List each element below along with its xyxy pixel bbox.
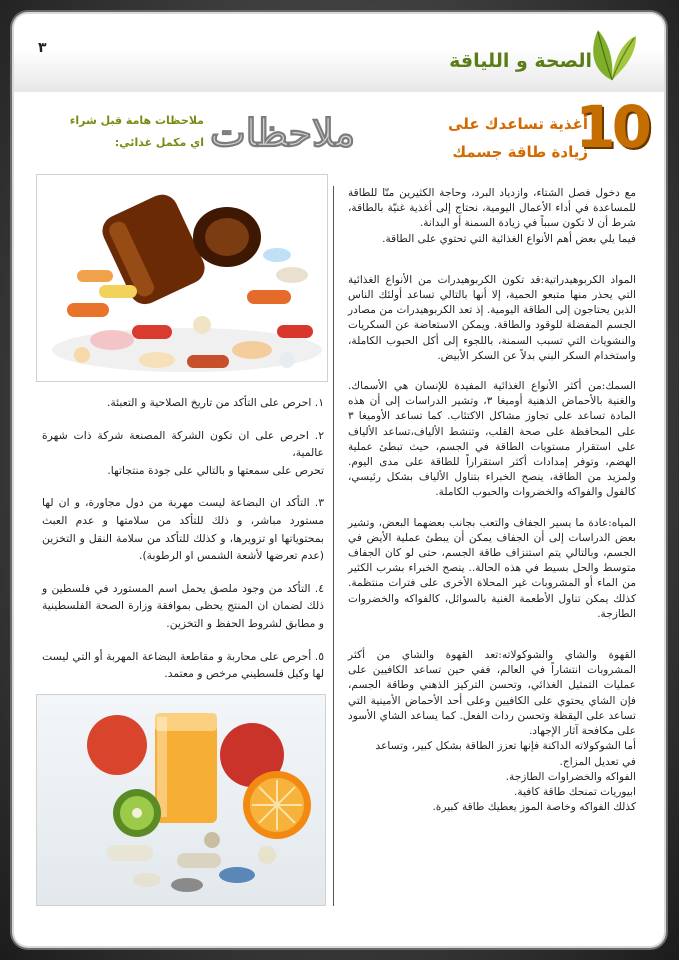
pills-image: [36, 174, 328, 382]
leaf-logo-icon: [584, 22, 640, 84]
article-title: [448, 110, 588, 166]
article-intro: مع دخول فصل الشتاء، وازدياد البرد، وحاجة الكثيرين منّا للطاقة للمساعدة في أداء الأعمال اليومية، نحتاج إلى أغذية غنيّة بالطاقة، شرط أن لا تكون سبباً في زيادة السمنة أو البدانة.: [348, 187, 636, 230]
article-banana: كذلك الفواكه وخاصة الموز يعطيك طاقة كبيرة.: [432, 801, 636, 814]
article-water: المياه:عادة ما يسير الجفاف والتعب بجانب بعضهما البعض، وتشير بعض الدراسات إلى أن الجفاف يمكن أن يبطئ عملية الأيض في الجسم، وبالتالي يتم استنزاف طاقة الجسم، حتى لو كان الجفاف متوسط والحل بسيط في هذه الحالة.. ينصح الخبراء بشرب الكثير من الماء أو المشروبات غير المحلاة الأخرى على فترات منتظمة. كذلك يمكن تناول الأطعمة الغنية بالسوائل، كالفواكه والخضروات الطازجة.: [348, 516, 636, 620]
article-fresh-produce: الفواكه والخضراوات الطازجة.: [505, 770, 636, 783]
notes-logo: ملاحظات: [210, 110, 356, 155]
article-fish: السمك:من أكثر الأنواع الغذائية المفيدة للإنسان هي الأسماك. والغنية بالأحماض الذهنية أوميغا ٣، وتشير الدراسات إلى أن هذه المادة تساعد على تجاوز مشاكل الاكتئاب. كما تساعد الأوميغا ٣ على المحافظة على صحة القلب، وتنشط الألياف،تساعد الألياف على استقرار مستويات الطاقة في الجسم، حيث تبطئ عملية الهضم، وتوفر إمدادات أكثر استقراراً للطاقة على مدى اليوم. ولمزيد من الطاقة، ينصح الخبراء بتناول الألياف بشكل رئيسي، كالفول والفواكه والخضروات والحبوب الكاملة.: [348, 380, 637, 499]
notes-list: [42, 394, 324, 683]
article-chocolate: أما الشوكولاته الداكنة فإنها تعزز الطاقة بشكل كبير، وتساعد: [375, 740, 636, 753]
title-line-2: زيادة طاقة جسمك: [452, 143, 588, 161]
article-carbohydrates: المواد الكربوهيدراتية:قد تكون الكربوهيدرات من الأنواع الغذائية التي يحذر منها متبعو الحمية، إلا أنها بالتالي تساعد أولئك الناس الذين يحتاجون إلى الطاقة اليومية. إذ تعد الكربوهيدرات من مصادر الجسم المفضلة للوقود والطاقة. ويمكن الاستعاضة عن السكريات والنشويات التي تسبب السمنة، باللجوء إلى أكل الحبوب الكاملة، واستخدام السكر البني بدلاً عن السكر الأبيض.: [348, 273, 636, 362]
notes-heading-line-1: ملاحظات هامة قبل شراء: [69, 114, 204, 127]
article-intro-2: فيما يلي بعض أهم الأنواع الغذائية التي تحتوي على الطاقة.: [382, 232, 636, 245]
article-body: [348, 186, 636, 815]
note-item-1: ١. احرص على التأكد من تاريخ الصلاحية و التعبئة.: [106, 396, 324, 409]
note-item-2: ٢. احرص على ان تكون الشركة المصنعة شركة ذات شهرة عالمية،: [42, 428, 324, 460]
notes-heading: [54, 110, 204, 154]
page-number: ٣: [38, 40, 47, 56]
title-line-1: أغذية تساعدك على: [448, 115, 588, 133]
fruit-vitamins-image: [36, 694, 326, 906]
note-item-5: ٥. أحرص على محاربة و مقاطعة البضاعة المهربة أو التي ليست لها وكيل فلسطيني مرخص و معتمد.: [42, 649, 324, 681]
article-coffee-tea: القهوة والشاي والشوكولاته:تعد القهوة والشاي من أكثر المشروبات انتشاراً في العالم، ففي حين تساعد الكافيين على عمليات التمثيل الغذائي، وتحسن التركيز الذهني وطاقة الجسم، فإن الشاي يحتوي على الكافيين وعلى أحد الأحماض الأمينية التي تساعد على اليقظة وتحسن ردات الفعل. كما يساعد الشاي الأسود على مكافحة آثار الإجهاد.: [348, 649, 636, 738]
title-number: 10: [575, 93, 648, 161]
note-item-2-continued: تحرص على سمعتها و بالتالي على جودة منتجاتها.: [107, 463, 324, 477]
note-item-4: ٤. التأكد من وجود ملصق يحمل اسم المستورد في فلسطين و ذلك لضمان ان المنتج يحظى بموافقة وزارة الصحة الفلسطينية و مطابق لشروط الحفظ و التخزين.: [42, 581, 324, 630]
section-title: الصحة و اللياقة: [449, 50, 592, 72]
column-divider: [333, 186, 334, 906]
note-item-3: ٣. التأكد ان البضاعة ليست مهربة من دول مجاورة، و ان لها مستورد مباشر، و ذلك للتأكد من سلامتها و عدم العبث بمحتوياتها او تزويرها، و كذلك للتأكد من سلامة النقل و التخزين (عدم تعرضها لأشعة الشمس او الرطوبة).: [42, 496, 324, 563]
article-mood: في تعديل المزاج.: [559, 755, 636, 768]
magazine-page: [14, 14, 664, 946]
article-energy: ابيوريات تمنحك طاقة كافية.: [514, 785, 636, 798]
notes-heading-line-2: اي مكمل غذائي:: [114, 136, 204, 149]
